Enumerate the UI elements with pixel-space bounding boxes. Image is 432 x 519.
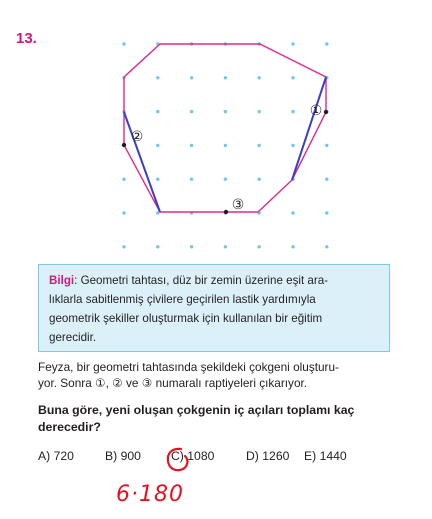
stem-line-2: yor. Sonra ①, ② ve ③ numaralı raptiyeleri çıkarıyor.	[38, 375, 308, 390]
info-line-2: lıklarla sabitlenmiş çivilere geçirilen lastik yardımıyla	[49, 293, 316, 306]
stem-line-1: Feyza, bir geometri tahtasında şekildeki çokgeni oluşturu-	[38, 360, 339, 374]
option-c[interactable]: C) 1080	[171, 449, 215, 463]
prompt-line-1: Buna göre, yeni oluşan çokgenin iç açıları toplamı kaç	[38, 403, 355, 417]
option-b[interactable]: B) 900	[105, 449, 141, 463]
question-number: 13.	[16, 30, 37, 47]
option-e[interactable]: E) 1440	[304, 449, 347, 463]
pin-label-3: ③	[231, 197, 245, 213]
prompt-line-2: derecedir?	[38, 420, 101, 434]
handwritten-calculation: 6·180	[116, 482, 184, 507]
option-d[interactable]: D) 1260	[246, 449, 290, 463]
pin-label-1: ①	[309, 103, 323, 119]
info-line-4: gerecidir.	[49, 331, 97, 344]
circle-mark-option-c	[168, 449, 188, 470]
info-label: Bilgi	[49, 274, 75, 287]
info-line-1: Bilgi: Geometri tahtası, düz bir zemin üzerine eşit ara-	[49, 274, 329, 287]
option-a[interactable]: A) 720	[38, 449, 74, 463]
pin-label-2: ②	[130, 129, 144, 145]
info-line-3: geometrik şekiller oluşturmak için kullanılan bir eğitim	[49, 312, 323, 325]
